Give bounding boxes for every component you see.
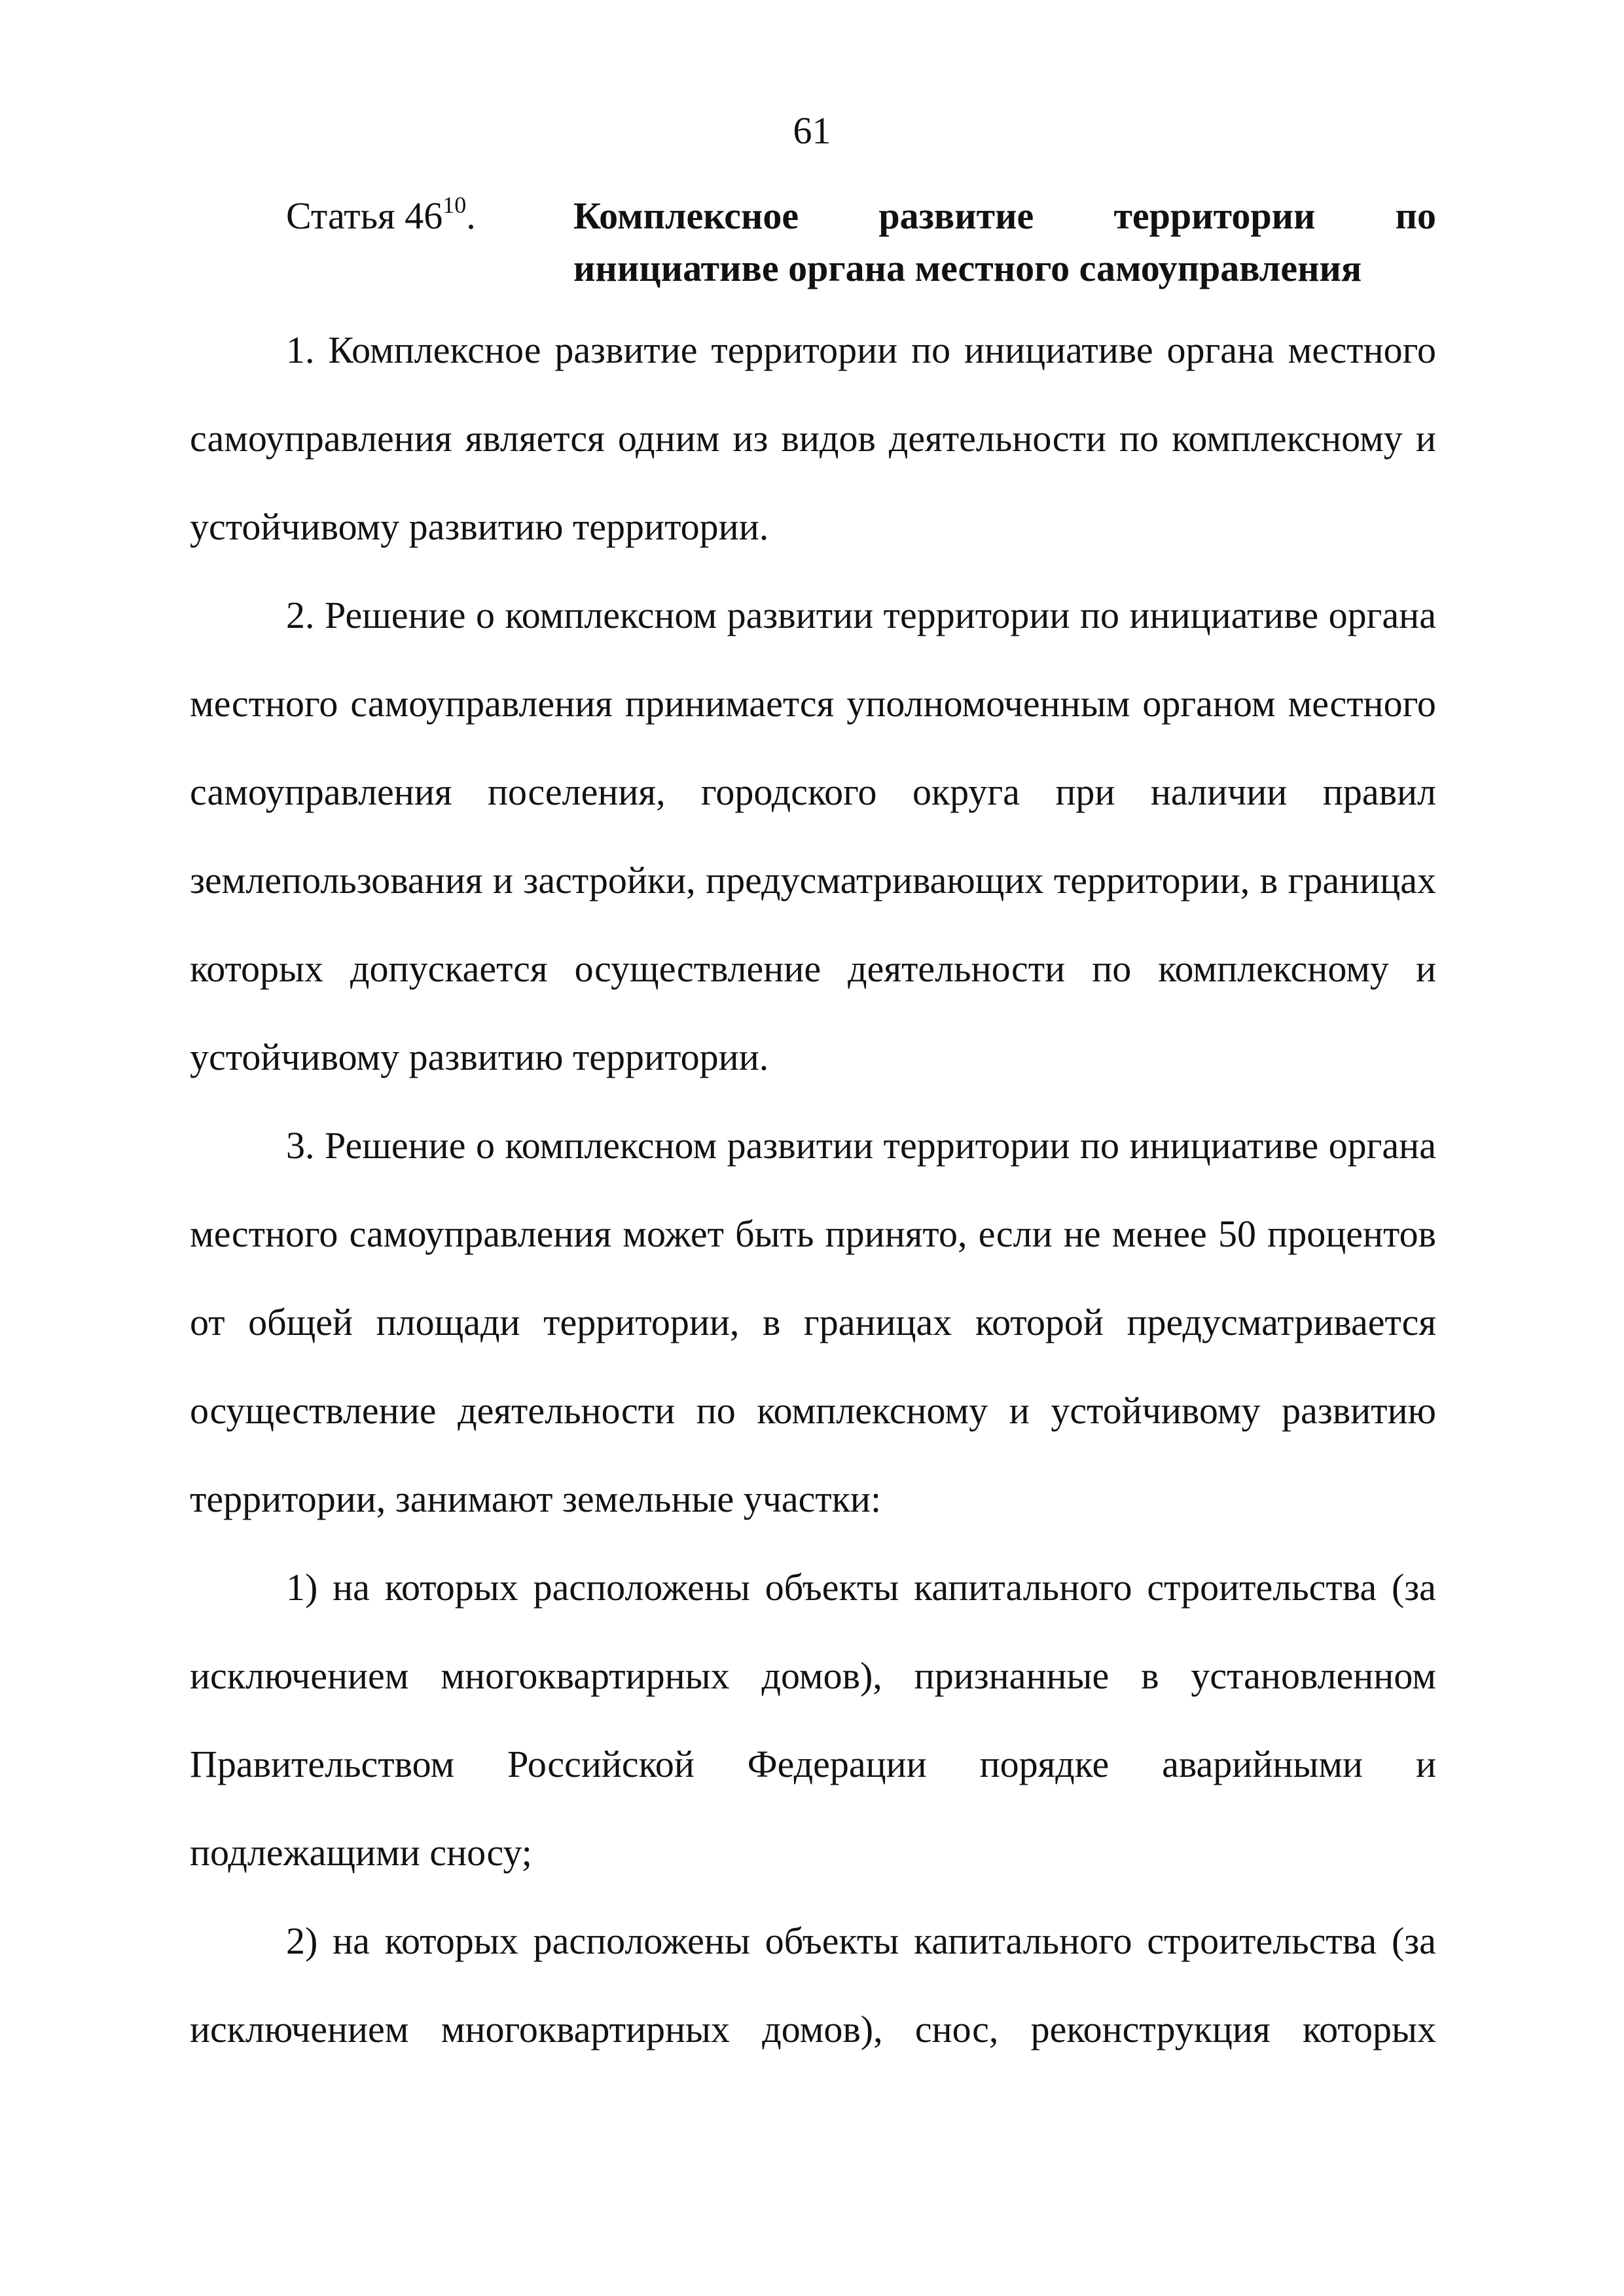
body-word: (за [1391, 1920, 1436, 1962]
body-word: не [1063, 1212, 1101, 1255]
body-word: о [475, 594, 495, 636]
body-word: является [465, 417, 605, 460]
article-label-text: Статья 46 [286, 194, 443, 237]
body-word: предусматривающих [706, 859, 1044, 902]
article-title-line-2: инициативе органа местного самоуправления [573, 247, 1362, 289]
body-word: признанные [914, 1654, 1110, 1697]
body-word: устойчивому [1051, 1389, 1261, 1432]
body-word: застройки, [523, 859, 696, 902]
body-line: территории, занимают земельные участки: [190, 1478, 882, 1520]
body-word: от [190, 1301, 225, 1343]
body-word: землепользования [190, 859, 483, 902]
body-word: комплексному [1172, 417, 1403, 460]
body-word: самоуправления [190, 771, 452, 813]
body-word: Решение [325, 594, 466, 636]
body-word: процентов [1267, 1212, 1436, 1255]
article-label-superscript: 10 [442, 192, 467, 218]
body-word: объекты [765, 1920, 899, 1962]
body-word: правил [1322, 771, 1436, 813]
body-word: территории [883, 1124, 1070, 1167]
body-word: комплексному [757, 1389, 988, 1432]
body-word: местного [1288, 682, 1436, 725]
body-word: в [1259, 859, 1278, 902]
body-word: площади [376, 1301, 520, 1343]
body-word: в [762, 1301, 781, 1343]
body-word: которых [1302, 2008, 1436, 2050]
body-word: органа [1328, 594, 1436, 636]
body-word: строительства [1147, 1566, 1377, 1609]
body-word: домов), [761, 1654, 882, 1697]
body-word: которых [384, 1566, 518, 1609]
article-title-word: Комплексное [573, 194, 799, 237]
body-word: границах [1288, 859, 1436, 902]
article-title-word: по [1395, 194, 1436, 237]
body-line [190, 1290, 1436, 1355]
body-word: по [1119, 417, 1159, 460]
body-word: городского [701, 771, 877, 813]
body-word: реконструкция [1030, 2008, 1271, 2050]
body-word: Комплексное [328, 329, 541, 371]
body-word: капитального [914, 1920, 1132, 1962]
body-word: порядке [979, 1743, 1110, 1785]
article-label-suffix: . [466, 194, 476, 237]
body-word: развитие [554, 329, 698, 371]
body-word: местного [190, 1212, 338, 1255]
body-line [190, 1643, 1436, 1709]
body-line [286, 318, 1436, 383]
body-word: и [1415, 947, 1436, 990]
body-line [190, 671, 1436, 737]
body-line [190, 1201, 1436, 1267]
body-word: при [1055, 771, 1115, 813]
body-word: о [475, 1124, 495, 1167]
body-word: принимается [624, 682, 835, 725]
body-word: 2. [286, 594, 315, 636]
article-title-word: развитие [878, 194, 1034, 237]
body-word: (за [1391, 1566, 1436, 1609]
article-title [573, 190, 1436, 295]
body-word: и [1415, 1743, 1436, 1785]
body-line [190, 1378, 1436, 1444]
body-word: одним [617, 417, 720, 460]
body-word: принято, [825, 1212, 967, 1255]
body-word: видов [781, 417, 876, 460]
body-word: Правительством [190, 1743, 455, 1785]
body-line [286, 1555, 1436, 1620]
body-line [286, 1908, 1436, 1974]
body-line: подлежащими сносу; [190, 1831, 532, 1874]
body-word: инициативе [1129, 594, 1319, 636]
body-word: 1) [286, 1566, 318, 1609]
body-word: округа [912, 771, 1020, 813]
body-word: и [492, 859, 513, 902]
body-word: по [696, 1389, 736, 1432]
body-word: 1. [286, 329, 315, 371]
body-word: предусматривается [1127, 1301, 1436, 1343]
body-word: расположены [533, 1566, 750, 1609]
body-word: территории [883, 594, 1070, 636]
body-line [286, 583, 1436, 648]
body-word: органом [1142, 682, 1276, 725]
body-word: местного [1288, 329, 1436, 371]
body-word: по [911, 329, 951, 371]
body-word: инициативе [964, 329, 1153, 371]
body-word: Российской [507, 1743, 695, 1785]
body-word: если [978, 1212, 1053, 1255]
body-word: осуществление [574, 947, 821, 990]
body-line: устойчивому развитию территории. [190, 1036, 769, 1078]
body-word: комплексном [505, 1124, 717, 1167]
body-word: снос, [914, 2008, 999, 2050]
body-word: капитального [914, 1566, 1132, 1609]
body-word: развитии [727, 1124, 874, 1167]
body-word: которых [384, 1920, 518, 1962]
article-title-word: территории [1113, 194, 1316, 237]
body-word: территории, [1053, 859, 1250, 902]
body-line [190, 1997, 1436, 2062]
body-word: на [333, 1920, 370, 1962]
body-word: самоуправления [349, 1212, 612, 1255]
body-word: развитию [1282, 1389, 1436, 1432]
body-word: установленном [1191, 1654, 1436, 1697]
body-word: самоуправления [350, 682, 613, 725]
body-word: Федерации [747, 1743, 927, 1785]
body-word: 2) [286, 1920, 318, 1962]
body-word: территории, [543, 1301, 740, 1343]
body-word: комплексном [505, 594, 717, 636]
body-word: поселения, [487, 771, 666, 813]
body-word: территории [711, 329, 898, 371]
body-word: допускается [350, 947, 548, 990]
body-word: из [732, 417, 768, 460]
body-word: которых [190, 947, 324, 990]
body-word: общей [248, 1301, 353, 1343]
body-line [286, 1113, 1436, 1178]
body-word: наличии [1150, 771, 1288, 813]
body-word: домов), [762, 2008, 883, 2050]
body-line [190, 406, 1436, 471]
body-line [190, 936, 1436, 1002]
body-word: многоквартирных [441, 1654, 730, 1697]
body-word: исключением [190, 1654, 409, 1697]
body-word: 50 [1218, 1212, 1256, 1255]
body-word: многоквартирных [441, 2008, 731, 2050]
body-word: аварийными [1162, 1743, 1363, 1785]
body-word: может [623, 1212, 724, 1255]
body-word: по [1079, 1124, 1120, 1167]
body-word: на [333, 1566, 370, 1609]
body-word: и [1415, 417, 1436, 460]
body-word: строительства [1147, 1920, 1377, 1962]
body-word: менее [1111, 1212, 1207, 1255]
body-word: объекты [765, 1566, 899, 1609]
body-word: 3. [286, 1124, 315, 1167]
article-title-line-1 [573, 190, 1436, 242]
body-word: исключением [190, 2008, 409, 2050]
body-word: по [1092, 947, 1132, 990]
body-word: осуществление [190, 1389, 437, 1432]
body-word: быть [735, 1212, 814, 1255]
body-line [190, 848, 1436, 913]
body-word: которой [975, 1301, 1104, 1343]
body-line [190, 759, 1436, 825]
body-word: границах [803, 1301, 952, 1343]
body-word: деятельности [848, 947, 1066, 990]
article-label [286, 190, 476, 242]
body-word: развитии [727, 594, 874, 636]
body-word: и [1009, 1389, 1030, 1432]
body-word: по [1079, 594, 1120, 636]
body-word: уполномоченным [846, 682, 1130, 725]
body-word: расположены [533, 1920, 750, 1962]
body-word: в [1141, 1654, 1159, 1697]
body-line [190, 1732, 1436, 1797]
body-word: деятельности [458, 1389, 676, 1432]
body-word: комплексному [1158, 947, 1389, 990]
body-word: инициативе [1129, 1124, 1319, 1167]
body-word: деятельности [888, 417, 1106, 460]
body-word: самоуправления [190, 417, 452, 460]
body-word: органа [1166, 329, 1274, 371]
body-line: устойчивому развитию территории. [190, 505, 769, 548]
body-word: Решение [325, 1124, 466, 1167]
body-word: органа [1328, 1124, 1436, 1167]
body-word: местного [190, 682, 338, 725]
page-number: 61 [793, 109, 831, 152]
